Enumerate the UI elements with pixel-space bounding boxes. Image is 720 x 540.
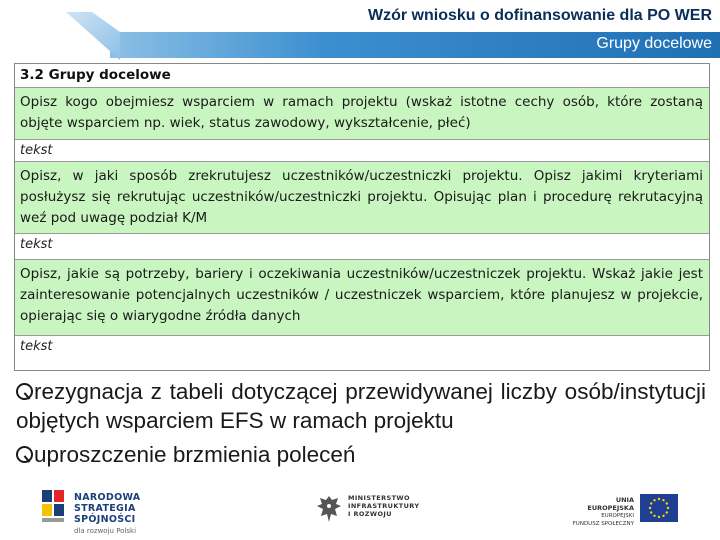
question-row-2	[15, 162, 709, 234]
mir-logo-line1: MINISTERSTWO	[348, 494, 410, 502]
ministerstwo-logo	[316, 494, 436, 534]
question-row-1	[15, 88, 709, 140]
bullet-item-2	[16, 440, 706, 469]
answer-placeholder-2: tekst	[20, 237, 53, 252]
q-bullet-icon	[16, 383, 33, 400]
unia-europejska-logo	[572, 494, 682, 528]
eagle-emblem-icon	[316, 494, 342, 526]
bullet-text-1: rezygnacja z tabeli dotyczącej przewidywanej liczby osób/instytucji objętych wsparciem EFS w ramach projektu	[16, 379, 706, 433]
form-section-title: 3.2 Grupy docelowe	[20, 67, 171, 83]
answer-placeholder-3: tekst	[20, 339, 53, 354]
question-text-1: Opisz kogo obejmiesz wsparciem w ramach projektu (wskaż istotne cechy osób, które zostaną objęte wsparciem np. wiek, status zawodowy, wykształcenie, płeć)	[20, 94, 703, 131]
ue-logo-line2: EUROPEJSKI	[601, 513, 634, 519]
form-section-header	[15, 64, 709, 88]
slide-footer	[0, 482, 720, 540]
bullet-text-2: uproszczenie brzmienia poleceń	[34, 442, 356, 467]
change-list	[16, 377, 706, 469]
application-form-table	[14, 63, 710, 371]
q-bullet-icon	[16, 446, 33, 463]
answer-placeholder-1: tekst	[20, 143, 53, 158]
ns-flag-icon	[40, 488, 68, 528]
eu-flag-icon	[640, 494, 678, 522]
narodowa-strategia-spojnosci-logo	[40, 488, 200, 535]
ue-logo-line3: FUNDUSZ SPOŁECZNY	[572, 521, 634, 527]
bullet-item-1	[16, 377, 706, 435]
answer-row-2[interactable]	[15, 234, 709, 260]
answer-row-3[interactable]	[15, 336, 709, 370]
mir-logo-line3: I ROZWOJU	[348, 510, 392, 518]
question-text-2: Opisz, w jaki sposób zrekrutujesz uczestników/uczestniczki projektu. Opisz jakimi kryteriami posłużysz się rekrutując uczestników/uczestniczki projektu. Opisując plan i procedurę rekrutacyjną weź pod uwagę podział K/M	[20, 168, 703, 226]
slide-header	[0, 0, 720, 60]
document-title: Wzór wniosku o dofinansowanie dla PO WER	[367, 7, 712, 24]
ns-logo-line2: STRATEGIA SPÓJNOŚCI	[74, 503, 136, 525]
ns-logo-line3: dla rozwoju Polski	[74, 527, 137, 535]
ue-logo-line1: UNIA EUROPEJSKA	[587, 496, 634, 512]
section-subtitle: Grupy docelowe	[596, 35, 712, 52]
question-text-3: Opisz, jakie są potrzeby, bariery i oczekiwania uczestników/uczestniczek projektu. Wskaż jakie jest zainteresowanie potencjalnych uczestników / uczestniczek wsparciem, które planujesz w projekcie, opierając się o wiarygodne źródła danych	[20, 266, 703, 324]
answer-row-1[interactable]	[15, 140, 709, 162]
question-row-3	[15, 260, 709, 336]
header-wedge-shape	[60, 12, 120, 60]
ns-logo-line1: NARODOWA	[74, 492, 141, 503]
mir-logo-line2: INFRASTRUKTURY	[348, 502, 420, 510]
